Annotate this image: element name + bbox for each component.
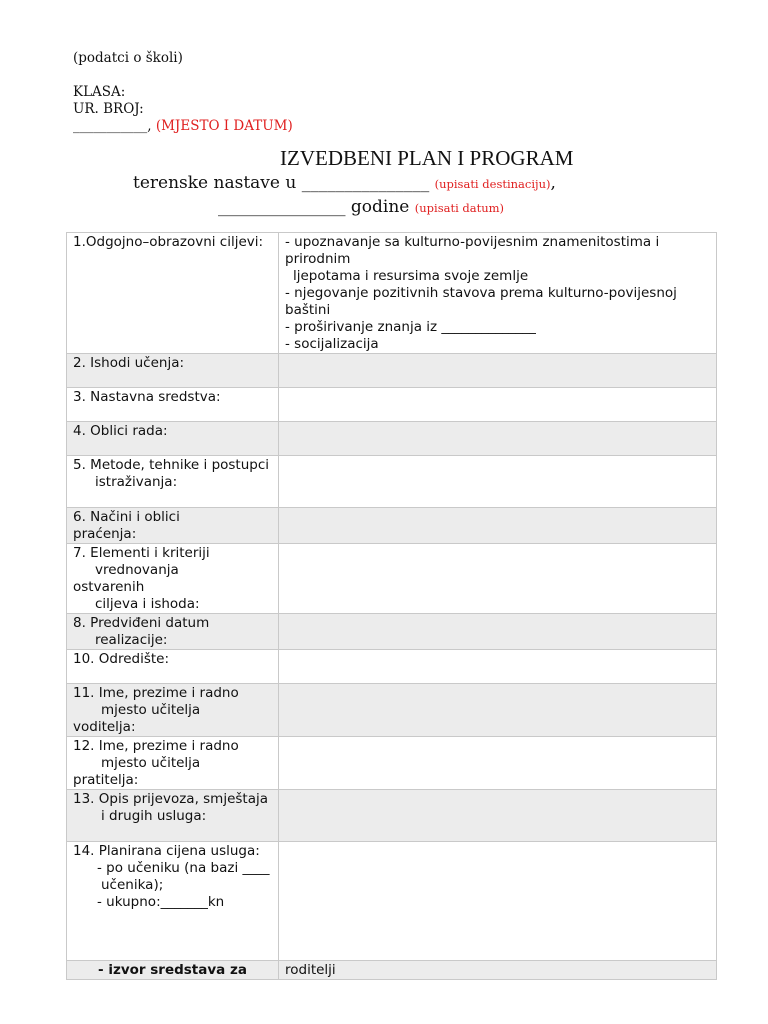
row-value-destination[interactable] xyxy=(279,650,717,684)
label-line: praćenja: xyxy=(73,526,137,542)
label-line: učenika); xyxy=(101,877,164,893)
label-line: - ukupno:_______kn xyxy=(97,894,225,910)
label-line: 12. Ime, prezime i radno xyxy=(73,738,239,754)
row-value-planned-date[interactable] xyxy=(279,614,717,650)
spacer xyxy=(73,67,293,84)
label-line: ostvarenih xyxy=(73,579,145,595)
row-label-work-forms: 4. Oblici rada: xyxy=(67,422,279,456)
row-label-transport xyxy=(67,790,279,842)
label-line: voditelja: xyxy=(73,719,136,735)
objective-item: - proširivanje znanja iz ______________ xyxy=(285,319,536,335)
row-value-work-forms[interactable] xyxy=(279,422,717,456)
row-value-companion[interactable] xyxy=(279,737,717,790)
row-label-outcomes: 2. Ishodi učenja: xyxy=(67,354,279,388)
row-label-funding: - izvor sredstava za xyxy=(67,961,279,980)
objective-item: ljepotama i resursima svoje zemlje xyxy=(293,268,529,284)
label-line: 8. Predviđeni datum xyxy=(73,615,210,631)
row-label-evaluation xyxy=(67,544,279,614)
row-value-monitoring[interactable] xyxy=(279,508,717,544)
destination-hint: (upisati destinaciju) xyxy=(434,177,551,191)
label-line: realizacije: xyxy=(95,632,168,648)
label-line: mjesto učitelja xyxy=(101,702,201,718)
label-line: mjesto učitelja xyxy=(101,755,201,771)
school-header xyxy=(73,50,293,135)
label-line: pratitelja: xyxy=(73,772,139,788)
row-value-teaching-aids[interactable] xyxy=(279,388,717,422)
page-title: IZVEDBENI PLAN I PROGRAM xyxy=(280,146,574,170)
row-label-methods xyxy=(67,456,279,508)
table-row xyxy=(67,233,717,354)
label-line: - po učeniku (na bazi ____ xyxy=(97,860,270,876)
school-info: (podatci o školi) xyxy=(73,50,183,66)
label-line: 6. Načini i oblici xyxy=(73,509,180,525)
year-text: _______________ godine xyxy=(218,197,415,217)
table-row xyxy=(67,842,717,961)
row-label-teaching-aids: 3. Nastavna sredstva: xyxy=(67,388,279,422)
place-date-blank: ___________, xyxy=(73,118,156,134)
table-row xyxy=(67,614,717,650)
table-row xyxy=(67,456,717,508)
row-label-monitoring xyxy=(67,508,279,544)
plan-table xyxy=(66,232,717,980)
label-line: 5. Metode, tehnike i postupci xyxy=(73,457,270,473)
klasa-label: KLASA: xyxy=(73,84,126,100)
place-date-hint: (MJESTO I DATUM) xyxy=(155,118,293,134)
row-value-outcomes[interactable] xyxy=(279,354,717,388)
label-line: ciljeva i ishoda: xyxy=(95,596,200,612)
place-date-line xyxy=(73,118,293,135)
row-value-transport[interactable] xyxy=(279,790,717,842)
row-label-objectives: 1.Odgojno–obrazovni ciljevi: xyxy=(67,233,279,354)
row-label-price xyxy=(67,842,279,961)
row-value-price[interactable] xyxy=(279,842,717,961)
row-label-planned-date xyxy=(67,614,279,650)
ur-broj-label: UR. BROJ: xyxy=(73,101,144,117)
label-line: 7. Elementi i kriteriji xyxy=(73,545,210,561)
row-value-leader[interactable] xyxy=(279,684,717,737)
row-label-leader xyxy=(67,684,279,737)
year-hint: (upisati datum) xyxy=(414,201,505,215)
label-line: vrednovanja xyxy=(95,562,179,578)
row-value-evaluation[interactable] xyxy=(279,544,717,614)
label-line: istraživanja: xyxy=(95,474,178,490)
table-row xyxy=(67,684,717,737)
destination-comma: , xyxy=(550,173,556,193)
table-row xyxy=(67,790,717,842)
table-row xyxy=(67,544,717,614)
objective-item: - socijalizacija xyxy=(285,336,379,352)
table-row xyxy=(67,354,717,388)
year-line xyxy=(218,197,504,217)
label-line: 11. Ime, prezime i radno xyxy=(73,685,239,701)
row-label-destination: 10. Odredište: xyxy=(67,650,279,684)
label-line: 13. Opis prijevoza, smještaja xyxy=(73,791,269,807)
row-label-companion xyxy=(67,737,279,790)
row-value-funding: roditelji xyxy=(279,961,717,980)
label-line: i drugih usluga: xyxy=(101,808,207,824)
table-row xyxy=(67,422,717,456)
table-row xyxy=(67,650,717,684)
table-row xyxy=(67,508,717,544)
table-row xyxy=(67,737,717,790)
destination-text: terenske nastave u _______________ xyxy=(133,173,435,193)
row-value-objectives xyxy=(279,233,717,354)
row-value-methods[interactable] xyxy=(279,456,717,508)
objective-item: - njegovanje pozitivnih stavova prema kulturno-povijesnoj baštini xyxy=(285,285,677,318)
label-line: 14. Planirana cijena usluga: xyxy=(73,843,260,859)
destination-line xyxy=(133,173,556,193)
table-row xyxy=(67,388,717,422)
objective-item: - upoznavanje sa kulturno-povijesnim znamenitostima i prirodnim xyxy=(285,234,660,267)
table-row xyxy=(67,961,717,980)
